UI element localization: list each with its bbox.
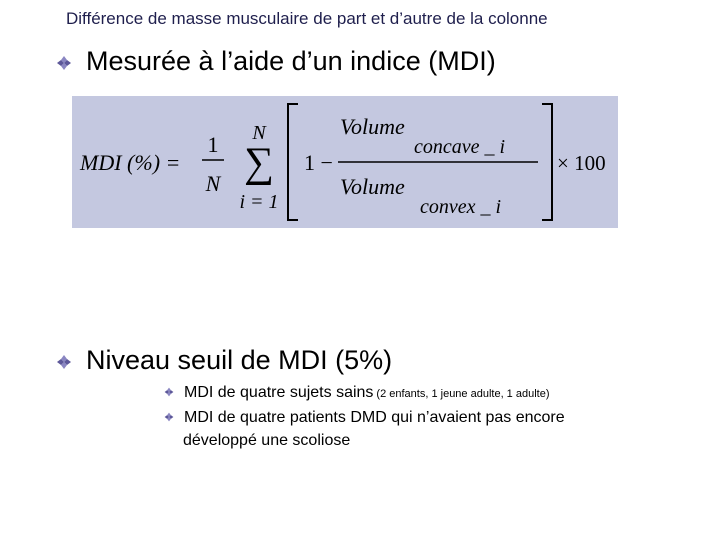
slide-title: Différence de masse musculaire de part et d’autre de la colonne [66, 9, 548, 28]
formula-times-100: × 100 [557, 151, 606, 175]
bullet-mdi-measure [56, 46, 496, 77]
formula-box [72, 96, 618, 228]
sub-bullet-healthy [164, 384, 550, 402]
sub-bullet-note: (2 enfants, 1 jeune adulte, 1 adulte) [376, 388, 550, 400]
formula-left-bracket [288, 104, 298, 220]
formula-sum-symbol: ∑ [244, 140, 274, 186]
diamond-bullet-icon [164, 412, 174, 422]
formula-lhs: MDI (%) = [80, 150, 181, 175]
diamond-bullet-icon [56, 55, 72, 71]
formula-frac-den: N [205, 171, 221, 196]
sub-bullet-text: MDI de quatre patients DMD qui n’avaient pas encore [184, 409, 565, 426]
bullet-text: Mesurée à l’aide d’un indice (MDI) [86, 46, 496, 76]
bullet-threshold [56, 345, 392, 376]
formula-frac-num: 1 [207, 132, 219, 157]
formula-vol-den: Volume [340, 174, 405, 199]
formula-sum-upper: N [252, 122, 266, 144]
formula-right-bracket [542, 104, 552, 220]
sub-bullet-dmd [164, 409, 565, 427]
diamond-bullet-icon [56, 354, 72, 370]
sub-bullet-text: MDI de quatre sujets sains [184, 384, 374, 401]
bullet-text: Niveau seuil de MDI (5%) [86, 345, 393, 375]
sub-bullet-dmd-continuation: développé une scoliose [183, 432, 351, 449]
formula-vol-num: Volume [340, 114, 405, 139]
formula-vol-num-sub: concave _ i [414, 136, 506, 158]
formula-sum-lower: i = 1 [239, 191, 279, 213]
diamond-bullet-icon [164, 387, 174, 397]
formula-one-minus: 1 − [304, 150, 333, 175]
formula-vol-den-sub: convex _ i [420, 196, 502, 218]
